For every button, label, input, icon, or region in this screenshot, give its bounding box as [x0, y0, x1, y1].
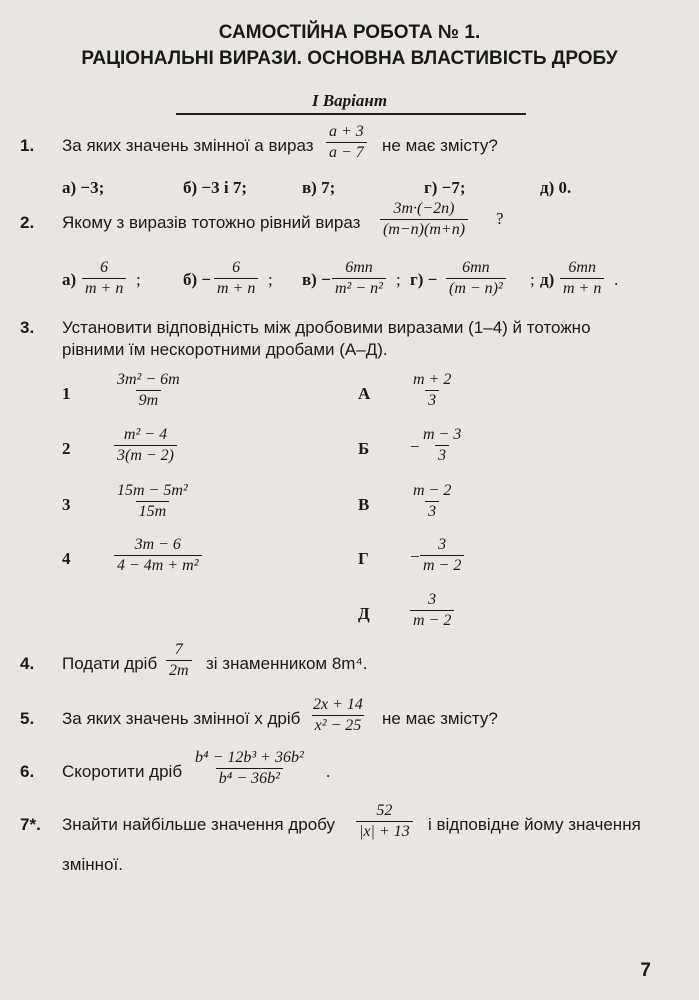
q3-left-num-3: 15m − 5m² — [117, 482, 188, 499]
q5-number: 5. — [20, 709, 35, 728]
q3-right-label-b: Б — [358, 439, 370, 458]
q3-right-sign-g: − — [410, 547, 420, 566]
q3-right-den-g: m − 2 — [420, 555, 464, 576]
q2-number: 2. — [20, 213, 35, 232]
q5-fraction — [310, 695, 366, 736]
q6-frac-num: b⁴ − 12b³ + 36b² — [195, 749, 304, 766]
q7-text: Знайти найбільше значення дробу — [62, 815, 336, 834]
worksheet-page: САМОСТІЙНА РОБОТА № 1. РАЦІОНАЛЬНІ ВИРАЗИ. ОСНОВНА ВЛАСТИВІСТЬ ДРОБУ I Варіант 1. За яких значень змінної a вираз $\frac{a + 3}{a - 7}$ не має змісту? а) −3; б) −3 і 7; в) 7; г) −7; д) 0. 2. Якому з виразів тотожно рівний вираз $\frac{3m\cdot(-2n)}{(m-n)(m+n)}$ ? а) $\frac{6}{m + n}$ ; б) − $\frac{6}{m + n}$ ; в) − $\frac{6mn}{\text{m² − n²}}$ ; г) − $\frac{6mn}{\text{(m − n)²}}$ ; д) $\frac{6mn}{m + n}$ . 3. Установити відповідність між дробовими виразами (1–4) й тотожно рівними їм нескоротними дробами (А–Д). 1 $\frac{\text{3m² − 6m}}{9m}$ 2 $\frac{\text{m² − 4}}{3(m - 2)}$ 3 $\frac{\text{15m − 5m²}}{15m}$ 4 $\frac{3m - 6}{\text{4 − 4m + m²}}$ А $\frac{m + 2}{3}$ Б − $\frac{m - 3}{3}$ В $\frac{m - 2}{3}$ Г − $\frac{3}{m - 2}$ Д $\frac{3}{m - 2}$ 4. Подати дріб $\frac{7}{2m}$ зі знаменником 8m⁴. 5. За яких значень змінної x дріб $\frac{2x + 14}{\text{x² − 25}}$ не має змісту? 6. Скоротити дріб $\frac{\text{b⁴ − 12b³ + 36b²}}{\text{b⁴ − 36b²}}$ . 7*. Знайти найбільше значення дробу $\frac{52}{|x| + 13}$ і відповідне йому значення змінної. 7 — [0, 0, 699, 1000]
q2-text: Якому з виразів тотожно рівний вираз — [62, 213, 361, 232]
q2-option-g-fraction — [446, 258, 506, 299]
title-line-2: РАЦІОНАЛЬНІ ВИРАЗИ. ОСНОВНА ВЛАСТИВІСТЬ ДРОБУ — [81, 48, 618, 69]
q2-tail: ? — [496, 209, 504, 228]
q2-frac-den: (m−n)(m+n) — [380, 219, 468, 240]
q3-right-fraction-d — [410, 590, 454, 631]
q4-frac-den: 2m — [166, 660, 192, 681]
q4-text: Подати дріб — [62, 654, 158, 673]
q1-frac-num: a + 3 — [329, 123, 364, 140]
q3-right-num-a: m + 2 — [413, 371, 452, 388]
q1-frac-den: a − 7 — [326, 142, 367, 163]
q4-frac-num: 7 — [174, 641, 183, 658]
q1-tail: не має змісту? — [382, 136, 498, 155]
q3-left-num-1: 3m² − 6m — [117, 371, 180, 388]
q3-right-fraction-g — [420, 535, 464, 576]
q2-option-a-num: 6 — [100, 259, 109, 276]
q4-fraction — [166, 640, 192, 681]
variant-underline — [176, 113, 526, 115]
q2-option-d-fraction — [560, 258, 604, 299]
q3-left-fraction-3 — [114, 481, 191, 522]
q7-tail: і відповідне йому значення — [428, 815, 641, 834]
q1-fraction — [326, 122, 367, 163]
q3-left-fraction-4 — [114, 535, 202, 576]
q2-option-b-label: б) − — [183, 270, 212, 289]
q2-option-b-num: 6 — [232, 259, 241, 276]
q3-left-num-4: 3m − 6 — [134, 536, 181, 553]
q7-fraction — [356, 801, 413, 842]
q2-option-g-den: (m − n)² — [446, 278, 506, 299]
q4-tail: зі знаменником 8m⁴. — [206, 654, 368, 673]
q2-fraction — [380, 199, 468, 240]
q3-right-num-g: 3 — [438, 536, 447, 553]
q2-option-a-den: m + n — [82, 278, 126, 299]
q3-text-line-2: рівними їм нескоротними дробами (А–Д). — [62, 340, 388, 359]
q3-right-sign-b: − — [410, 437, 420, 456]
q3-left-fraction-1 — [114, 370, 183, 411]
q2-option-v-label: в) − — [302, 270, 331, 289]
q1-option-v: в) 7; — [302, 178, 336, 197]
q2-option-g-label: г) − — [410, 270, 438, 289]
q3-left-den-1: 9m — [136, 390, 162, 411]
q1-option-d: д) 0. — [540, 178, 572, 197]
q7-frac-den: |x| + 13 — [356, 821, 413, 842]
q3-right-fraction-a — [410, 370, 454, 411]
q3-right-den-a: 3 — [425, 390, 439, 411]
q3-left-label-3: 3 — [62, 495, 71, 514]
q3-left-label-2: 2 — [62, 439, 71, 458]
q2-option-d-label: д) — [540, 270, 555, 289]
q7-line-2: змінної. — [62, 855, 123, 874]
q3-left-den-2: 3(m − 2) — [114, 445, 177, 466]
q3-left-den-4: 4 − 4m + m² — [114, 555, 202, 576]
q3-left-label-1: 1 — [62, 384, 71, 403]
q2-option-b-den: m + n — [214, 278, 258, 299]
q1-text: За яких значень змінної a вираз — [62, 136, 314, 155]
q3-right-den-v: 3 — [425, 501, 439, 522]
q6-number: 6. — [20, 762, 35, 781]
q3-left-label-4: 4 — [62, 549, 71, 568]
q3-right-den-d: m − 2 — [410, 610, 454, 631]
q6-frac-den: b⁴ − 36b² — [216, 768, 283, 789]
q3-right-den-b: 3 — [435, 445, 449, 466]
q4-number: 4. — [20, 654, 35, 673]
q3-right-label-g: Г — [358, 549, 369, 568]
q2-option-d-num: 6mn — [568, 259, 596, 276]
q2-option-v-den: m² − n² — [332, 278, 386, 299]
q3-right-label-d: Д — [358, 604, 370, 623]
q3-left-num-2: m² − 4 — [123, 426, 168, 443]
title-line-1: САМОСТІЙНА РОБОТА № 1. — [218, 22, 481, 43]
variant-heading: I Варіант — [311, 91, 388, 110]
q1-number: 1. — [20, 136, 35, 155]
q3-number: 3. — [20, 318, 35, 337]
q3-right-num-v: m − 2 — [413, 482, 452, 499]
q3-right-label-v: В — [358, 495, 370, 514]
q1-option-a: а) −3; — [62, 178, 105, 197]
q3-right-fraction-b — [420, 425, 464, 466]
q2-option-a-fraction — [82, 258, 126, 299]
q2-option-b-fraction — [214, 258, 258, 299]
q5-text: За яких значень змінної x дріб — [62, 709, 301, 728]
q2-frac-num: 3m·(−2n) — [393, 200, 455, 217]
q2-option-g-num: 6mn — [462, 259, 490, 276]
q3-right-num-b: m − 3 — [423, 426, 462, 443]
q1-option-b: б) −3 і 7; — [183, 178, 247, 197]
q5-tail: не має змісту? — [382, 709, 498, 728]
q7-frac-num: 52 — [376, 802, 393, 819]
q3-text-line-1: Установити відповідність між дробовими виразами (1–4) й тотожно — [62, 318, 591, 337]
q2-option-v-fraction — [332, 258, 386, 299]
page-number: 7 — [640, 960, 651, 981]
q3-right-label-a: А — [358, 384, 371, 403]
q6-tail: . — [326, 762, 331, 781]
q5-frac-num: 2x + 14 — [313, 696, 363, 713]
q2-option-d-den: m + n — [560, 278, 604, 299]
q2-option-v-num: 6mn — [345, 259, 373, 276]
q6-fraction — [192, 748, 307, 789]
q3-right-num-d: 3 — [428, 591, 437, 608]
q3-right-fraction-v — [410, 481, 454, 522]
q1-option-g: г) −7; — [424, 178, 466, 197]
q5-frac-den: x² − 25 — [312, 715, 365, 736]
q7-number: 7*. — [20, 815, 41, 834]
q3-left-fraction-2 — [114, 425, 177, 466]
q3-left-den-3: 15m — [136, 501, 170, 522]
q2-option-a-label: а) — [62, 270, 77, 289]
q6-text: Скоротити дріб — [62, 762, 183, 781]
